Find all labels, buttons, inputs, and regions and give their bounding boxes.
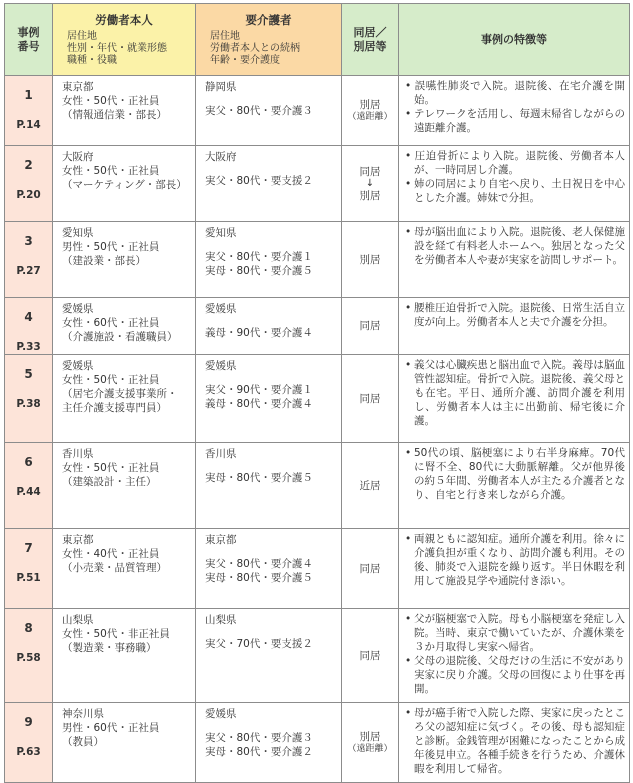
header-carer-subline: 年齢・要介護度	[210, 54, 280, 66]
case-page: P.44	[16, 486, 41, 498]
header-carer-title: 要介護者	[245, 12, 292, 27]
worker-line: （マーケティング・部長）	[62, 179, 187, 191]
worker-line: 神奈川県	[62, 708, 104, 720]
carer-cell	[196, 443, 342, 529]
carer-place: 静岡県	[205, 81, 237, 93]
worker-line: 愛知県	[62, 227, 94, 239]
carer-cell	[196, 355, 342, 443]
down-arrow-icon: ↓	[365, 177, 375, 189]
living-status: 近居	[359, 479, 381, 492]
living-status: 同居	[359, 392, 381, 405]
worker-cell	[53, 355, 196, 443]
living-status: 別居	[359, 731, 381, 743]
feature-bullet: • 母が脳出血により入院。退院後、老人保健施設を経て有料老人ホームへ。独居となった父を労働者本人や妻が実家を訪問しサポート。	[405, 225, 625, 267]
feature-bullet: • 義父は心臓疾患と脳出血で入院。義母は脳血管性認知症。骨折で入院。退院後、義父母とも在宅。平日、通所介護、訪問介護を利用し、労働者本人は主に出勤前、帰宅後に介護。	[405, 358, 625, 428]
worker-cell	[53, 146, 196, 222]
carer-line: 義母・80代・要介護４	[205, 398, 313, 410]
carer-place: 愛知県	[205, 227, 237, 239]
table-row	[5, 355, 630, 443]
living-status: 同居	[359, 165, 381, 178]
feature-bullet: • 誤嚥性肺炎で入院。退院後、在宅介護を開始。	[405, 79, 625, 107]
living-note: （遠距離）	[347, 112, 393, 122]
carer-gap	[205, 547, 335, 557]
carer-cell	[196, 298, 342, 355]
case-number: 6	[24, 455, 33, 469]
case-page: P.51	[16, 572, 41, 584]
carer-place: 東京都	[205, 534, 237, 546]
worker-line: 東京都	[62, 81, 94, 93]
features-cell	[399, 529, 630, 609]
case-number: 1	[24, 88, 33, 102]
table-header-row	[5, 4, 630, 76]
carer-gap	[205, 461, 335, 471]
worker-cell	[53, 222, 196, 298]
table-row	[5, 703, 630, 783]
header-carer	[196, 4, 342, 76]
carer-place: 愛媛県	[205, 708, 237, 720]
carer-line: 実母・80代・要介護５	[205, 472, 313, 484]
living-status: 別居	[359, 99, 381, 111]
worker-cell	[53, 529, 196, 609]
feature-bullet: • 腰椎圧迫骨折で入院。退院後、日常生活自立度が向上。労働者本人と夫で介護を分担。	[405, 301, 625, 329]
worker-line: 山梨県	[62, 614, 94, 626]
header-worker	[53, 4, 196, 76]
living-status: 同居	[359, 649, 381, 662]
case-page: P.58	[16, 652, 41, 664]
case-page: P.27	[16, 265, 41, 277]
living-status: 別居	[359, 253, 381, 266]
header-case-line: 番号	[17, 39, 40, 53]
carer-line: 実母・80代・要介護５	[205, 265, 313, 277]
living-status: 同居	[359, 562, 381, 575]
worker-cell	[53, 609, 196, 703]
case-number: 8	[24, 621, 33, 635]
feature-bullet: • 父が脳梗塞で入院。母も小脳梗塞を発症し入院。当時、東京で働いていたが、介護休業を３か月取得し実家へ帰省。	[405, 612, 625, 654]
case-number: 2	[24, 158, 33, 172]
case-number: 7	[24, 541, 33, 555]
worker-line: 男性・60代・正社員	[62, 722, 160, 734]
feature-bullet: • 50代の頃、脳梗塞により右半身麻痺。70代に腎不全、80代に大動脈解離。父が他界後の約５年間、労働者本人が主たる介護者となり、自宅と行き来しながら介護。	[405, 446, 625, 502]
carer-line: 実父・80代・要介護３	[205, 732, 313, 744]
feature-bullet: • 姉の同居により自宅へ戻り、土日祝日を中心とした介護。姉妹で分担。	[405, 177, 625, 205]
worker-cell	[53, 76, 196, 146]
header-living-line: 同居／	[353, 25, 387, 39]
worker-line: 愛媛県	[62, 303, 94, 315]
feature-bullet: • 父母の退院後、父母だけの生活に不安があり実家に戻り介護。父母の回復により仕事を再開。	[405, 654, 625, 696]
case-page: P.38	[16, 398, 41, 410]
living-note: （遠距離）	[347, 744, 393, 754]
table-row	[5, 443, 630, 529]
case-number-cell	[5, 298, 53, 355]
living-cell	[342, 146, 399, 222]
features-cell	[399, 355, 630, 443]
features-cell	[399, 443, 630, 529]
case-number-cell	[5, 609, 53, 703]
carer-gap	[205, 627, 335, 637]
case-number: 4	[24, 310, 33, 324]
worker-line: 主任介護支援専門員）	[62, 402, 167, 414]
carer-cell	[196, 222, 342, 298]
carer-place: 大阪府	[205, 151, 237, 163]
living-cell	[342, 609, 399, 703]
feature-bullet: • 母が癌手術で入院した際、実家に戻ったところ父の認知症に気づく。その後、母も認知症と診断。金銭管理が困難になったことから成年後見申立。各種手続きを行うため、介護休暇を利用して帰省。	[405, 706, 625, 776]
worker-line: 大阪府	[62, 151, 94, 163]
header-case-number	[5, 4, 53, 76]
carer-gap	[205, 94, 335, 104]
worker-cell	[53, 443, 196, 529]
living-cell	[342, 443, 399, 529]
carer-cell	[196, 146, 342, 222]
carer-place: 愛媛県	[205, 303, 237, 315]
carer-line: 実母・80代・要介護２	[205, 746, 313, 758]
case-number-cell	[5, 76, 53, 146]
carer-line: 実父・80代・要介護４	[205, 558, 313, 570]
case-number: 5	[24, 367, 33, 381]
case-page: P.63	[16, 746, 41, 758]
table-row	[5, 529, 630, 609]
living-cell	[342, 298, 399, 355]
worker-line: （教員）	[62, 736, 104, 748]
features-cell	[399, 703, 630, 783]
worker-line: （建築設計・主任）	[62, 476, 157, 488]
carer-cell	[196, 529, 342, 609]
carer-gap	[205, 373, 335, 383]
worker-cell	[53, 298, 196, 355]
header-worker-title: 労働者本人	[95, 12, 153, 27]
carer-place: 愛媛県	[205, 360, 237, 372]
table-row	[5, 146, 630, 222]
header-features: 事例の特徴等	[399, 4, 630, 76]
carer-line: 実父・90代・要介護１	[205, 384, 313, 396]
header-living-line: 別居等	[353, 39, 387, 53]
case-number-cell	[5, 703, 53, 783]
feature-bullet: • 両親ともに認知症。通所介護を利用。徐々に介護負担が重くなり、訪問介護も利用。その後、肺炎で入退院を繰り返す。半日休暇を利用して施設見学や通院付き添い。	[405, 532, 625, 588]
table-row	[5, 609, 630, 703]
worker-line: （製造業・事務職）	[62, 642, 157, 654]
living-status: 別居	[359, 189, 381, 202]
case-page: P.33	[16, 341, 41, 353]
worker-line: 男性・50代・正社員	[62, 241, 160, 253]
worker-cell	[53, 703, 196, 783]
worker-line: （建設業・部長）	[62, 255, 146, 267]
features-cell	[399, 609, 630, 703]
carer-cell	[196, 609, 342, 703]
worker-line: 香川県	[62, 448, 94, 460]
carer-place: 香川県	[205, 448, 237, 460]
case-page: P.20	[16, 189, 41, 201]
carer-line: 実父・80代・要介護３	[205, 105, 313, 117]
table-row	[5, 222, 630, 298]
carer-cell	[196, 76, 342, 146]
living-cell	[342, 703, 399, 783]
header-carer-subline: 居住地	[210, 30, 240, 42]
case-number-cell	[5, 529, 53, 609]
living-cell	[342, 222, 399, 298]
worker-line: （小売業・品質管理）	[62, 562, 167, 574]
worker-line: 愛媛県	[62, 360, 94, 372]
carer-cell	[196, 703, 342, 783]
header-living	[342, 4, 399, 76]
case-page: P.14	[16, 119, 41, 131]
case-number: 9	[24, 715, 33, 729]
carer-line: 義母・90代・要介護４	[205, 327, 313, 339]
worker-line: 女性・50代・正社員	[62, 95, 160, 107]
header-worker-subline: 職種・役職	[67, 54, 117, 66]
features-cell	[399, 298, 630, 355]
feature-bullet: • テレワークを活用し、毎週末帰省しながらの遠距離介護。	[405, 107, 625, 135]
worker-line: 女性・50代・正社員	[62, 165, 160, 177]
carer-gap	[205, 721, 335, 731]
case-number-cell	[5, 222, 53, 298]
feature-bullet: • 圧迫骨折により入院。退院後、労働者本人が、一時同居し介護。	[405, 149, 625, 177]
worker-line: 女性・50代・正社員	[62, 374, 160, 386]
worker-line: 女性・40代・正社員	[62, 548, 160, 560]
case-number-cell	[5, 146, 53, 222]
table-row	[5, 298, 630, 355]
case-number-cell	[5, 355, 53, 443]
living-cell	[342, 76, 399, 146]
carer-line: 実母・80代・要介護５	[205, 572, 313, 584]
header-worker-subline: 性別・年代・就業形態	[67, 42, 167, 54]
worker-line: 東京都	[62, 534, 94, 546]
worker-line: 女性・50代・正社員	[62, 462, 160, 474]
features-cell	[399, 222, 630, 298]
table-row	[5, 76, 630, 146]
case-number-cell	[5, 443, 53, 529]
case-number: 3	[24, 234, 33, 248]
worker-line: 女性・60代・正社員	[62, 317, 160, 329]
worker-line: 女性・50代・非正社員	[62, 628, 170, 640]
carer-place: 山梨県	[205, 614, 237, 626]
carer-gap	[205, 316, 335, 326]
carer-gap	[205, 164, 335, 174]
worker-line: （情報通信業・部長）	[62, 109, 167, 121]
carer-line: 実父・70代・要支援２	[205, 638, 313, 650]
carer-line: 実父・80代・要支援２	[205, 175, 313, 187]
living-cell	[342, 529, 399, 609]
living-status: 同居	[359, 320, 381, 332]
worker-line: （居宅介護支援事業所・	[62, 388, 178, 400]
header-case-line: 事例	[17, 25, 40, 39]
case-table	[4, 3, 630, 783]
features-cell	[399, 146, 630, 222]
living-cell	[342, 355, 399, 443]
worker-line: （介護施設・看護職員）	[62, 331, 178, 343]
carer-gap	[205, 240, 335, 250]
header-worker-subline: 居住地	[67, 30, 97, 42]
features-cell	[399, 76, 630, 146]
carer-line: 実父・80代・要介護１	[205, 251, 313, 263]
header-carer-subline: 労働者本人との続柄	[210, 42, 300, 54]
